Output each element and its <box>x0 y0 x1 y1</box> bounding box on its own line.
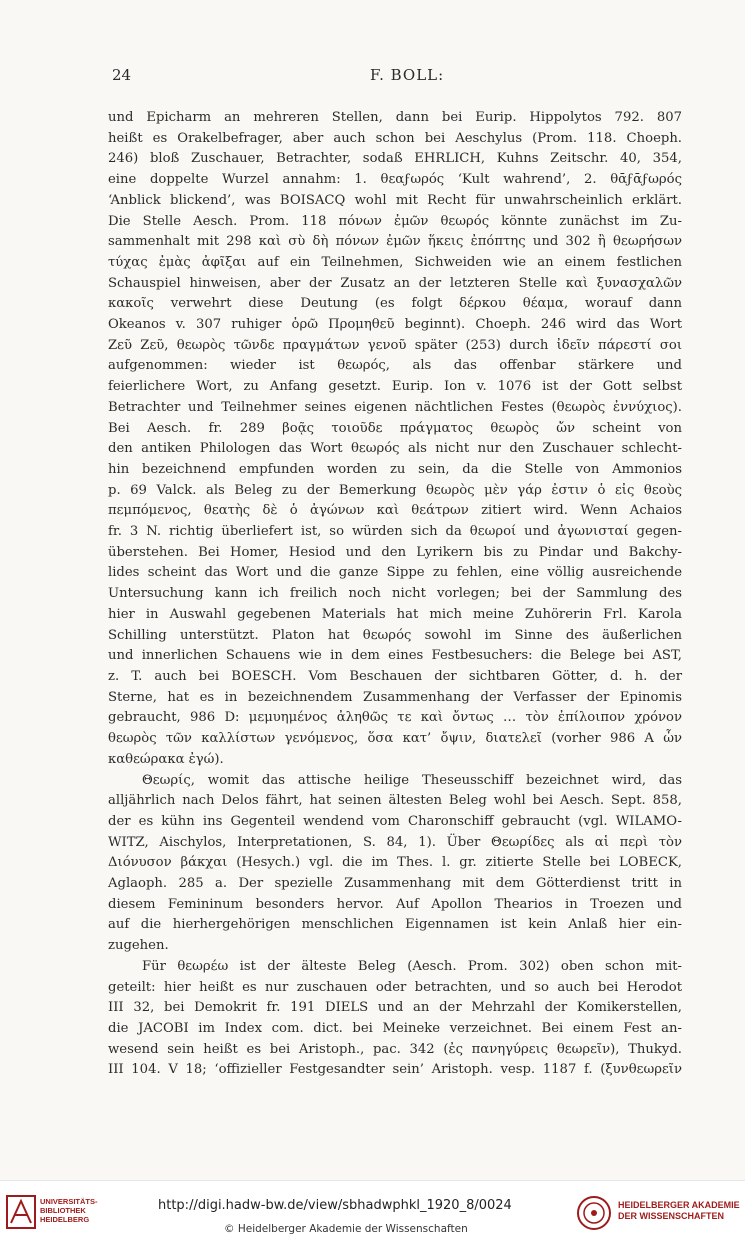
text-line: Schauspiel hinweisen, aber der Zusatz an der letzteren Stelle καὶ ξυνασχαλῶν <box>108 275 682 291</box>
page-number: 24 <box>112 66 132 84</box>
text-line: feierlichere Wort, zu Anfang gesetzt. Eurip. Ion v. 1076 ist der Gott selbst <box>108 379 682 395</box>
text-line: Sterne, hat es in bezeichnendem Zusammenhang der Verfasser der Epinomis <box>108 689 682 705</box>
text-line: Okeanos v. 307 ruhiger ὁρῶ Προμηθεῦ beginnt). Choeph. 246 wird das Wort <box>108 317 682 333</box>
text-line: und innerlichen Schauens wie in dem eines Festbesuchers: die Belege bei AST, <box>108 648 682 664</box>
page-header <box>112 66 685 86</box>
text-line: Aglaoph. 285 a. Der spezielle Zusammenhang mit dem Götterdienst tritt in <box>108 876 682 892</box>
text-line: sammenhalt mit 298 καὶ σὺ δὴ πόνων ἐμῶν ἥκεις ἐπόπτης und 302 ἢ θεωρήσων <box>108 234 682 250</box>
text-line: fr. 3 N. richtig überliefert ist, so würden sich da θεωροί und ἀγωνισταί gegen- <box>108 524 682 540</box>
body-text <box>108 108 682 1081</box>
text-line: Betrachter und Teilnehmer seines eigenen nächtlichen Festes (θεωρὸς ἐννύχιος). <box>108 399 682 415</box>
text-line: geteilt: hier heißt es nur zuschauen oder betrachten, und so auch bei Herodot <box>108 979 682 995</box>
academy-logo-line1: HEIDELBERGER AKADEMIE <box>618 1200 740 1210</box>
text-line: heißt es Orakelbefrager, aber auch schon bei Aeschylus (Prom. 118. Choeph. <box>108 130 682 146</box>
text-line: θεωρὸς τῶν καλλίστων γενόμενος, ὅσα κατ’ ὄψιν, διατελεῖ (vorher 986 A ὧν <box>108 731 682 747</box>
library-logo-line3: HEIDELBERG <box>40 1215 90 1224</box>
text-line: Bei Aesch. fr. 289 βοᾷς τοιοῦδε πράγματος θεωρὸς ὤν scheint von <box>108 420 682 436</box>
text-line: Schilling unterstützt. Platon hat θεωρός sowohl im Sinne des äußerlichen <box>108 627 682 643</box>
academy-logo-line2: DER WISSENSCHAFTEN <box>618 1211 725 1221</box>
text-line: τύχας ἐμὰς ἀφῖξαι auf ein Teilnehmen, Sichweiden wie an einem festlichen <box>108 254 682 270</box>
text-line: auf die hierhergehörigen menschlichen Eigennamen ist kein Anlaß hier ein- <box>108 917 682 933</box>
text-line: Die Stelle Aesch. Prom. 118 πόνων ἐμῶν θεωρός könnte zunächst im Zu- <box>108 213 682 229</box>
text-line: alljährlich nach Delos fährt, hat seinen ältesten Beleg wohl bei Aesch. Sept. 858, <box>108 793 682 809</box>
text-line: zugehen. <box>108 938 169 954</box>
text-line: III 32, bei Demokrit fr. 191 DIELS und an der Mehrzahl der Komikerstellen, <box>108 1000 682 1016</box>
academy-seal-icon <box>576 1195 612 1231</box>
text-line: hin bezeichnend empfunden worden zu sein, da die Stelle von Ammonios <box>108 461 682 477</box>
text-line: überstehen. Bei Homer, Hesiod und den Lyrikern bis zu Pindar und Bakchy- <box>108 544 682 560</box>
text-line: Für θεωρέω ist der älteste Beleg (Aesch. Prom. 302) oben schon mit- <box>142 958 682 974</box>
text-line: lides scheint das Wort und die ganze Sippe zu fehlen, eine völlig ausreichende <box>108 565 682 581</box>
text-line: Διόνυσον βάκχαι (Hesych.) vgl. die im Thes. l. gr. zitierte Stelle bei LOBECK, <box>108 855 682 871</box>
library-logo-icon <box>6 1195 36 1229</box>
text-line: wesend sein heißt es bei Aristoph., pac. 342 (ἐς πανηγύρεις θεωρεῖν), Thukyd. <box>108 1041 682 1057</box>
text-line: gebraucht, 986 D: μεμυημένος ἀληθῶς τε καὶ ὄντως … τὸν ἐπίλοιπον χρόνον <box>108 710 682 726</box>
copyright-notice: © Heidelberger Akademie der Wissenschaften <box>224 1223 468 1235</box>
text-line: καθεώρακα ἐγώ). <box>108 751 224 767</box>
text-line: 246) bloß Zuschauer, Betrachter, sodaß EHRLICH, Kuhns Zeitschr. 40, 354, <box>108 151 682 167</box>
text-line: der es kühn ins Gegenteil wendend vom Charonschiff gebraucht (vgl. WILAMO- <box>108 813 682 829</box>
running-title: F. BOLL: <box>370 66 445 84</box>
library-logo-line1: UNIVERSITÄTS- <box>40 1197 98 1206</box>
academy-logo[interactable] <box>576 1195 741 1231</box>
text-line: WITZ, Aischylos, Interpretationen, S. 84, 1). Über Θεωρίδες als αἱ περὶ τὸν <box>108 834 682 850</box>
permalink-url[interactable]: http://digi.hadw-bw.de/view/sbhadwphkl_1920_8/0024 <box>158 1198 512 1213</box>
text-line: hier in Auswahl gegebenen Materials hat mich meine Zuhörerin Frl. Karola <box>108 606 682 622</box>
text-line: ‘Anblick blickend’, was BOISACQ wohl mit Recht für unwahrscheinlich erklärt. <box>108 192 682 208</box>
text-line: den antiken Philologen das Wort θεωρός als nicht nur den Zuschauer schlecht- <box>108 441 682 457</box>
text-line: und Epicharm an mehreren Stellen, dann bei Eurip. Hippolytos 792. 807 <box>108 110 682 125</box>
text-line: p. 69 Valck. als Beleg zu der Bemerkung θεωρὸς μὲν γάρ ἐστιν ὁ εἰς θεοὺς <box>108 482 682 498</box>
text-line: Θεωρίς, womit das attische heilige Theseusschiff bezeichnet wird, das <box>142 772 682 788</box>
text-line: eine doppelte Wurzel annahm: 1. θεαϝωρός ‘Kult wahrend’, 2. θᾱϝᾱϝωρός <box>108 172 682 188</box>
text-line: aufgenommen: wieder ist θεωρός, als das offenbar stärkere und <box>108 358 682 374</box>
text-line: die JACOBI im Index com. dict. bei Meineke verzeichnet. Bei einem Fest an- <box>108 1020 682 1036</box>
viewer-footer <box>0 1180 745 1241</box>
text-line: Ζεῦ Ζεῦ, θεωρὸς τῶνδε πραγμάτων γενοῦ später (253) durch ἰδεῖν πάρεστί σοι <box>108 337 682 353</box>
library-logo-line2: BIBLIOTHEK <box>40 1206 86 1215</box>
text-line: z. T. auch bei BOESCH. Vom Beschauen der sichtbaren Götter, d. h. der <box>108 668 682 684</box>
text-line: Untersuchung kann ich freilich noch nicht vorlegen; bei der Sammlung des <box>108 586 682 602</box>
text-line: πεμπόμενος, θεατὴς δὲ ὁ ἀγώνων καὶ θεάτρων zitiert wird. Wenn Achaios <box>108 503 682 519</box>
text-line: κακοῖς verwehrt diese Deutung (es folgt δέρκου θέαμα, worauf dann <box>108 296 682 312</box>
text-line: diesem Femininum besonders hervor. Auf Apollon Thearios in Troezen und <box>108 896 682 912</box>
text-line: III 104. V 18; ‘offizieller Festgesandter sein’ Aristoph. vesp. 1187 f. (ξυνθεωρεῖν <box>108 1062 682 1078</box>
university-library-logo[interactable] <box>6 1195 116 1231</box>
